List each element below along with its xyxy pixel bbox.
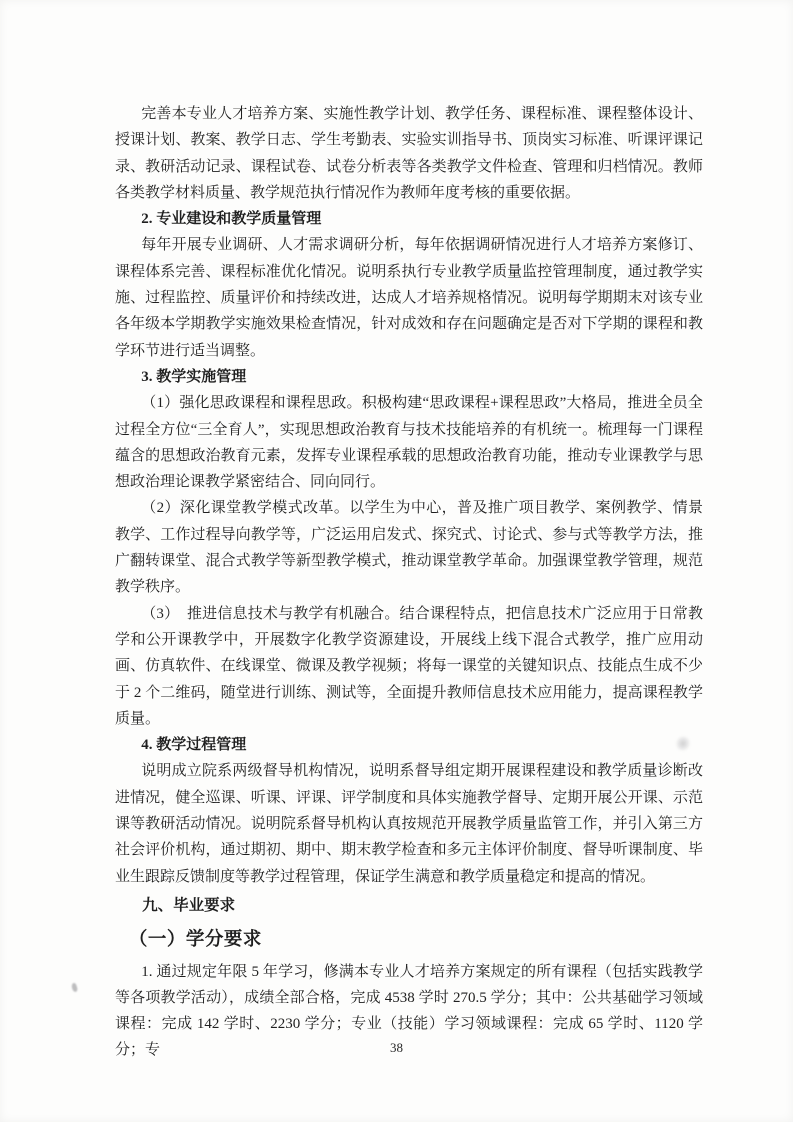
body-paragraph: 每年开展专业调研、人才需求调研分析，每年依据调研情况进行人才培养方案修订、课程体系完善、课程标准优化情况。说明系执行专业教学质量监控管理制度，通过教学实施、过程监控、质量评价和持续改进，达成人才培养规格情况。说明每学期期末对该专业各年级本学期教学实施效果检查情况，针对成效和存在问题确定是否对下学期的课程和教学环节进行适当调整。 (115, 237, 703, 359)
section-heading-graduation-requirements: 九、毕业要求 (142, 896, 236, 914)
body-paragraph: 1. 通过规定年限 5 年学习，修满本专业人才培养方案规定的所有课程（包括实践教学等各项教学活动），成绩全部合格，完成 4538 学时 270.5 学分；其中：公共基础学习领域课程：完成 142 学时、2230 学分；专业（技能）学习领域课程：完成 65 学时、1120 学分；专 (115, 963, 703, 1059)
subsection-heading-credit-requirements: （一）学分要求 (128, 930, 262, 951)
body-paragraph: （2）深化课堂教学模式改革。以学生为中心，普及推广项目教学、案例教学、情景教学、工作过程导向教学等，广泛运用启发式、探究式、讨论式、参与式等教学方法，推广翻转课堂、混合式教学等新型教学模式，推动课堂教学革命。加强课堂教学管理，规范教学秩序。 (115, 500, 703, 596)
document-body (115, 101, 703, 1064)
body-paragraph: 完善本专业人才培养方案、实施性教学计划、教学任务、课程标准、课程整体设计、授课计划、教案、教学日志、学生考勤表、实验实训指导书、顶岗实习标准、听课评课记录、教研活动记录、课程试卷、试卷分析表等各类教学文件检查、管理和归档情况。教师各类教学材料质量、教学规范执行情况作为教师年度考核的重要依据。 (115, 106, 703, 201)
body-paragraph: （3） 推进信息技术与教学有机融合。结合课程特点，把信息技术广泛应用于日常教学和公开课教学中，开展数字化教学资源建设，开展线上线下混合式教学，推广应用动画、仿真软件、在线课堂、微课及教学视频；将每一课堂的关键知识点、技能点生成不少于 2 个二维码，随堂进行训练、测试等，全面提升教师信息技术应用能力，提高课程教学质量。 (115, 605, 703, 727)
numbered-heading-3: 3. 教学实施管理 (141, 368, 247, 385)
numbered-heading-4: 4. 教学过程管理 (141, 737, 247, 754)
body-paragraph: （1）强化思政课程和课程思政。积极构建“思政课程+课程思政”大格局，推进全员全过程全方位“三全育人”，实现思想政治教育与技术技能培养的有机统一。梳理每一门课程蕴含的思想政治教育元素，发挥专业课程承载的思想政治教育功能，推动专业课教学与思想政治理论课教学紧密结合、同向同行。 (115, 395, 703, 491)
numbered-heading-2: 2. 专业建设和教学质量管理 (141, 211, 322, 228)
body-paragraph: 说明成立院系两级督导机构情况，说明系督导组定期开展课程建设和教学质量诊断改进情况，健全巡课、听课、评课、评学制度和具体实施教学督导、定期开展公开课、示范课等教研活动情况。说明院系督导机构认真按规范开展教学质量监管工作，并引入第三方社会评价机构，通过期初、期中、期末教学检查和多元主体评价制度、督导听课制度、毕业生跟踪反馈制度等教学过程管理，保证学生满意和教学质量稳定和提高的情况。 (115, 763, 703, 885)
page-number: 38 (390, 1040, 403, 1055)
scan-speck-artifact (71, 982, 79, 992)
